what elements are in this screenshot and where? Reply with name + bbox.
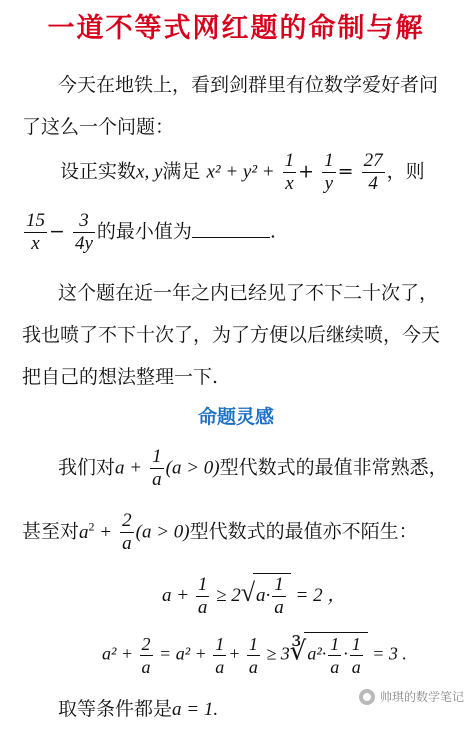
insp2-frac: $\frac{2}{a}$ [122, 510, 132, 554]
watermark [359, 688, 464, 705]
rhs-num: 27 [363, 150, 383, 171]
ineq1-mid: ≥ 2 [216, 584, 241, 606]
problem-line-1: 设正实数x, y满足 x² + y² + $\frac{1}{x}$ + $\frac{1}{y}$ = $\frac{27}{4}$ ，则 [60, 150, 425, 194]
insp2-prefix: 甚至对 [22, 520, 80, 543]
ineq2-rhs: = 3 . [372, 643, 407, 664]
ineq2-dot: · [343, 643, 348, 664]
section-title: 命题灵感 [197, 406, 274, 428]
inequality-1: a + $\frac{1}{a}$ ≥ 2√a· $\frac{1}{a}$ = 2 ， [162, 574, 347, 618]
problem-question: 的最小值为 [96, 220, 192, 243]
expr-den-2: 4y [74, 233, 93, 254]
problem-prefix: 设正实数 [60, 160, 137, 183]
problem-condition-word: 满足 [162, 160, 201, 183]
expr-frac-1 [24, 210, 47, 255]
expr-den-1: x [31, 233, 40, 254]
inspiration-line-2: 甚至对$a^2$ + $\frac{2}{a}$ (a > 0)型代数式的最值亦不陌生： [22, 510, 418, 554]
watermark-text: 帅琪的数学笔记 [379, 690, 464, 704]
equality-condition [58, 694, 218, 721]
problem-frac-2 [322, 150, 336, 195]
problem-eq-lhs: x² + y² + [206, 161, 275, 183]
para2-line-2: 我也喷了不下十次了，为了方便以后继续喷，今天 [22, 324, 441, 346]
ineq1-lhs: a + [162, 584, 190, 606]
frac-1-num: 1 [284, 150, 295, 171]
para2-line-3: 把自己的想法整理一下. [22, 366, 219, 388]
answer-blank [192, 219, 270, 238]
ineq2-rad: a²· [307, 643, 327, 664]
ineq2-mid1: = a² + [159, 643, 207, 664]
intro-line-2: 了这么一个问题： [22, 116, 175, 138]
insp1-cond: (a > 0) [165, 457, 220, 479]
insp2-cond: (a > 0) [135, 521, 190, 543]
article-title: 一道不等式网红题的命制与解 [47, 13, 425, 44]
insp1-suffix: 型代数式的最值非常熟悉， [219, 456, 448, 479]
equality-text: 取等条件都是 [58, 698, 173, 720]
ineq1-rhs: = 2 ， [295, 584, 347, 606]
ineq2-mid2: ≥ 3 [266, 643, 290, 664]
wechat-icon [359, 689, 375, 705]
rhs-den: 4 [368, 173, 378, 194]
problem-vars: x, y [136, 161, 163, 183]
problem-line-2: $\frac{15}{x}$ − $\frac{3}{4y}$ 的最小值为 . [26, 210, 276, 254]
para2-line-1: 这个题在近一年之内已经见了不下二十次了， [58, 282, 439, 304]
problem-eq-rhs [362, 150, 385, 195]
insp2-suffix: 型代数式的最值亦不陌生： [189, 520, 418, 543]
ineq1-frac: $\frac{1}{a}$ [197, 574, 208, 618]
problem-frac-1 [283, 150, 297, 195]
intro-line-1: 今天在地铁上，看到剑群里有位数学爱好者问 [58, 74, 439, 96]
inspiration-line-1: 我们对a + $\frac{1}{a}$ (a > 0)型代数式的最值非常熟悉， [58, 446, 448, 490]
frac-2-den: y [324, 173, 334, 194]
problem-period: . [269, 220, 276, 243]
problem-then: ，则 [386, 160, 425, 183]
frac-2-num: 1 [324, 150, 334, 171]
ineq1-rad: a· [256, 584, 271, 606]
frac-1-den: x [285, 173, 294, 194]
expr-num-2: 3 [73, 210, 95, 233]
equality-cond: a = 1. [172, 699, 219, 720]
ineq2-lhs: a² + [102, 643, 134, 664]
expr-frac-2 [73, 210, 95, 255]
insp1-prefix: 我们对 [58, 456, 116, 479]
ineq2-plus: + [228, 643, 241, 664]
expr-num-1: 15 [26, 210, 45, 231]
insp1-frac: $\frac{1}{a}$ [152, 446, 162, 490]
inequality-2: a² + $\frac{2}{a}$ = a² + $\frac{1}{a}$ + $\frac{1}{a}$ ≥ 3∛a²· $\frac{1}{a}$ · $\frac{1}{a}$ = 3 . [102, 634, 407, 677]
